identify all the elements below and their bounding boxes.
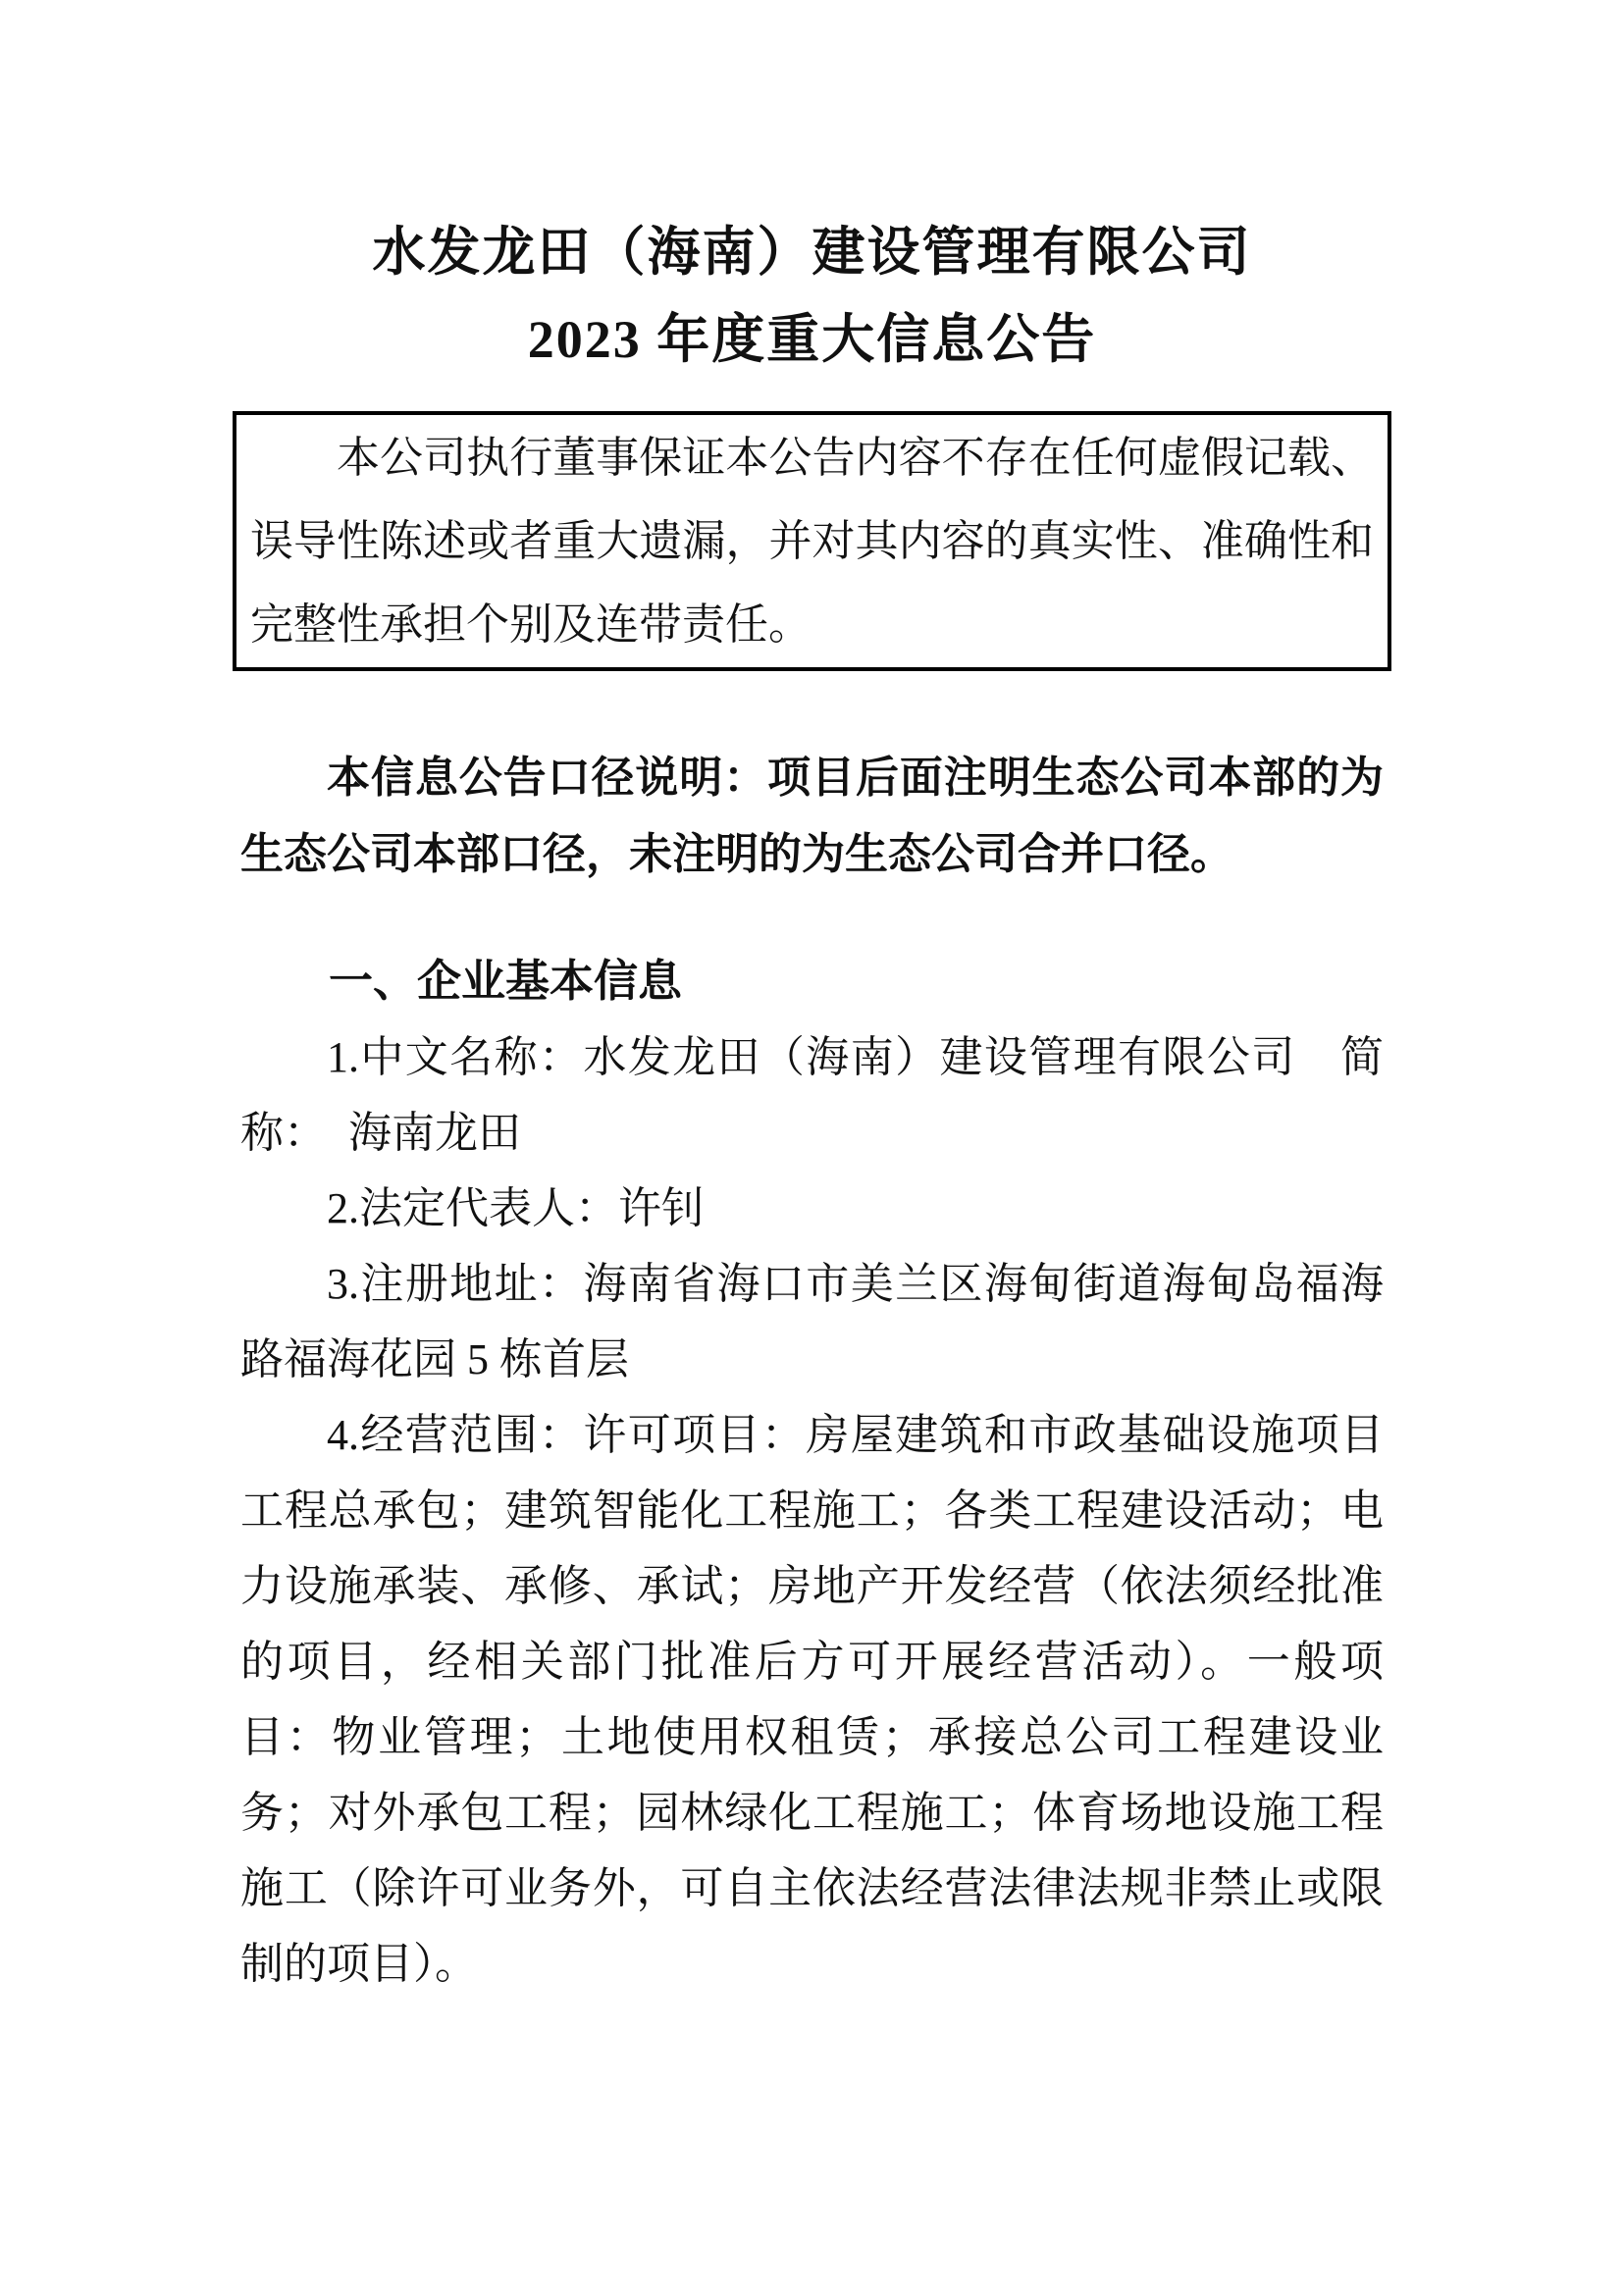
document-title-line2: 2023 年度重大信息公告	[527, 310, 1097, 369]
scope-note-text: 本信息公告口径说明：项目后面注明生态公司本部的为生态公司本部口径，未注明的为生态公司合并口径。	[240, 754, 1384, 878]
disclaimer-box	[233, 411, 1391, 671]
item-registered-address: 3.注册地址：海南省海口市美兰区海甸街道海甸岛福海路福海花园 5 栋首层	[240, 1260, 1384, 1383]
item-chinese-name: 1.中文名称：水发龙田（海南）建设管理有限公司 简称： 海南龙田	[240, 1033, 1384, 1157]
item-legal-representative: 2.法定代表人：许钊	[327, 1184, 705, 1232]
disclaimer-text: 本公司执行董事保证本公告内容不存在任何虚假记载、误导性陈述或者重大遗漏，并对其内容的真实性、准确性和完整性承担个别及连带责任。	[250, 434, 1374, 649]
section-heading-basic-info: 一、企业基本信息	[329, 957, 683, 1006]
item-business-scope: 4.经营范围：许可项目：房屋建筑和市政基础设施项目工程总承包；建筑智能化工程施工；各类工程建设活动；电力设施承装、承修、承试；房地产开发经营（依法须经批准的项目，经相关部门批准后方可开展经营活动）。一般项目：物业管理；土地使用权租赁；承接总公司工程建设业务；对外承包工程；园林绿化工程施工；体育场地设施工程施工（除许可业务外，可自主依法经营法律法规非禁止或限制的项目）。	[240, 1411, 1384, 1988]
document-title-line1: 水发龙田（海南）建设管理有限公司	[372, 223, 1252, 282]
